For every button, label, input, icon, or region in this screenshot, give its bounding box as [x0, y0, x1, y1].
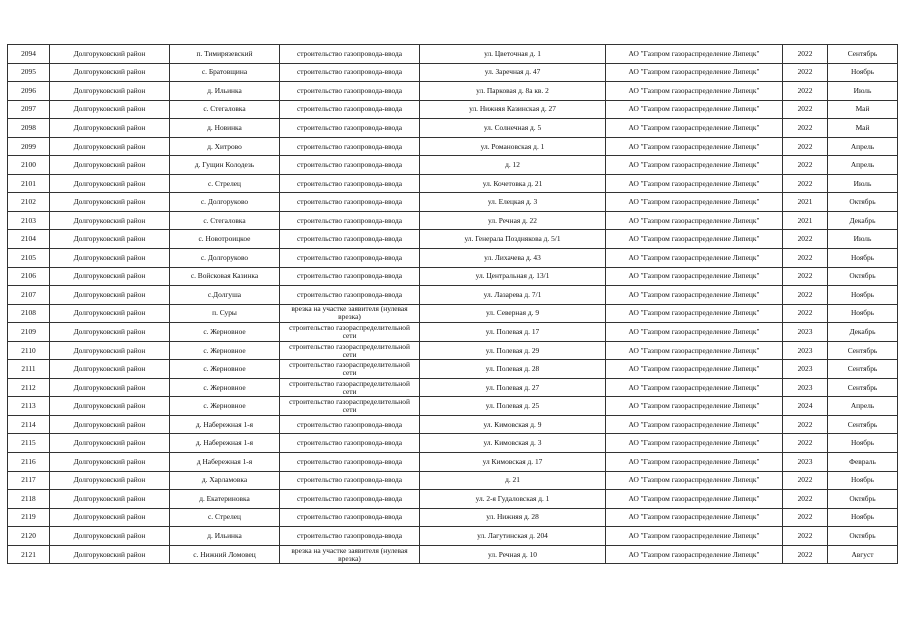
organization-cell: АО "Газпром газораспределение Липецк" [606, 378, 783, 397]
work-type-cell: строительство газопровода-ввода [280, 82, 420, 101]
district-cell: Долгоруковский район [50, 267, 170, 286]
district-cell: Долгоруковский район [50, 341, 170, 360]
settlement-cell: с. Долгоруково [170, 193, 280, 212]
table-row [8, 119, 898, 138]
address-cell: д. 12 [420, 156, 606, 175]
work-type-cell: строительство газопровода-ввода [280, 45, 420, 64]
row-number-cell: 2096 [8, 82, 50, 101]
settlement-cell: с.Долгуша [170, 286, 280, 305]
month-cell: Ноябрь [828, 286, 898, 305]
address-cell: ул. Парковая д. 8а кв. 2 [420, 82, 606, 101]
settlement-cell: д. Хитрово [170, 137, 280, 156]
month-cell: Август [828, 545, 898, 564]
organization-cell: АО "Газпром газораспределение Липецк" [606, 527, 783, 546]
district-cell: Долгоруковский район [50, 82, 170, 101]
settlement-cell: д. Харламовка [170, 471, 280, 490]
address-cell: ул Кимовская д. 17 [420, 453, 606, 472]
table-row [8, 137, 898, 156]
work-type-cell: строительство газопровода-ввода [280, 249, 420, 268]
district-cell: Долгоруковский район [50, 415, 170, 434]
address-cell: ул. Солнечная д. 5 [420, 119, 606, 138]
year-cell: 2022 [783, 471, 828, 490]
row-number-cell: 2110 [8, 341, 50, 360]
work-type-cell: врезка на участке заявителя (нулевая врезка) [280, 545, 420, 564]
month-cell: Февраль [828, 453, 898, 472]
district-cell: Долгоруковский район [50, 360, 170, 379]
work-type-cell: строительство газопровода-ввода [280, 211, 420, 230]
row-number-cell: 2119 [8, 508, 50, 527]
settlement-cell: с. Стрелец [170, 174, 280, 193]
address-cell: ул. Лазарева д. 7/1 [420, 286, 606, 305]
settlement-cell: д. Ильинка [170, 82, 280, 101]
settlement-cell: д. Новинка [170, 119, 280, 138]
district-cell: Долгоруковский район [50, 323, 170, 342]
year-cell: 2021 [783, 193, 828, 212]
work-type-cell: строительство газопровода-ввода [280, 508, 420, 527]
table-row [8, 527, 898, 546]
settlement-cell: с. Жерновное [170, 378, 280, 397]
row-number-cell: 2095 [8, 63, 50, 82]
row-number-cell: 2108 [8, 304, 50, 323]
district-cell: Долгоруковский район [50, 249, 170, 268]
month-cell: Ноябрь [828, 508, 898, 527]
month-cell: Сентябрь [828, 378, 898, 397]
year-cell: 2022 [783, 490, 828, 509]
address-cell: ул. Лихачева д. 43 [420, 249, 606, 268]
address-cell: ул. Заречная д. 47 [420, 63, 606, 82]
year-cell: 2022 [783, 63, 828, 82]
organization-cell: АО "Газпром газораспределение Липецк" [606, 323, 783, 342]
row-number-cell: 2099 [8, 137, 50, 156]
month-cell: Ноябрь [828, 304, 898, 323]
month-cell: Ноябрь [828, 434, 898, 453]
row-number-cell: 2115 [8, 434, 50, 453]
row-number-cell: 2112 [8, 378, 50, 397]
settlement-cell: д. Гущин Колодезь [170, 156, 280, 175]
work-type-cell: строительство газопровода-ввода [280, 267, 420, 286]
year-cell: 2022 [783, 82, 828, 101]
work-type-cell: строительство газопровода-ввода [280, 286, 420, 305]
settlement-cell: с. Новотроицкое [170, 230, 280, 249]
year-cell: 2022 [783, 119, 828, 138]
work-type-cell: строительство газопровода-ввода [280, 156, 420, 175]
month-cell: Май [828, 119, 898, 138]
district-cell: Долгоруковский район [50, 527, 170, 546]
year-cell: 2023 [783, 323, 828, 342]
district-cell: Долгоруковский район [50, 397, 170, 416]
month-cell: Июль [828, 82, 898, 101]
month-cell: Апрель [828, 137, 898, 156]
row-number-cell: 2117 [8, 471, 50, 490]
organization-cell: АО "Газпром газораспределение Липецк" [606, 249, 783, 268]
address-cell: д. 21 [420, 471, 606, 490]
organization-cell: АО "Газпром газораспределение Липецк" [606, 397, 783, 416]
organization-cell: АО "Газпром газораспределение Липецк" [606, 286, 783, 305]
row-number-cell: 2101 [8, 174, 50, 193]
year-cell: 2021 [783, 211, 828, 230]
month-cell: Апрель [828, 156, 898, 175]
district-cell: Долгоруковский район [50, 193, 170, 212]
row-number-cell: 2098 [8, 119, 50, 138]
organization-cell: АО "Газпром газораспределение Липецк" [606, 63, 783, 82]
organization-cell: АО "Газпром газораспределение Липецк" [606, 100, 783, 119]
district-cell: Долгоруковский район [50, 453, 170, 472]
district-cell: Долгоруковский район [50, 490, 170, 509]
address-cell: ул. Нижняя Казинская д. 27 [420, 100, 606, 119]
table-row [8, 193, 898, 212]
work-type-cell: строительство газопровода-ввода [280, 527, 420, 546]
month-cell: Июль [828, 230, 898, 249]
address-cell: ул. Кимовская д. 9 [420, 415, 606, 434]
district-cell: Долгоруковский район [50, 545, 170, 564]
settlement-cell: д. Набережная 1-я [170, 415, 280, 434]
district-cell: Долгоруковский район [50, 434, 170, 453]
address-cell: ул. Центральная д. 13/1 [420, 267, 606, 286]
address-cell: ул. Кочетовка д. 21 [420, 174, 606, 193]
settlement-cell: д Набережная 1-я [170, 453, 280, 472]
district-cell: Долгоруковский район [50, 45, 170, 64]
organization-cell: АО "Газпром газораспределение Липецк" [606, 471, 783, 490]
year-cell: 2022 [783, 304, 828, 323]
work-type-cell: строительство газопровода-ввода [280, 174, 420, 193]
work-type-cell: строительство газораспределительной сети [280, 360, 420, 379]
month-cell: Ноябрь [828, 471, 898, 490]
year-cell: 2022 [783, 45, 828, 64]
work-type-cell: строительство газопровода-ввода [280, 63, 420, 82]
organization-cell: АО "Газпром газораспределение Липецк" [606, 360, 783, 379]
work-type-cell: строительство газораспределительной сети [280, 397, 420, 416]
table-row [8, 211, 898, 230]
year-cell: 2022 [783, 156, 828, 175]
table-row [8, 397, 898, 416]
settlement-cell: с. Братовщина [170, 63, 280, 82]
table-row [8, 490, 898, 509]
year-cell: 2022 [783, 527, 828, 546]
document-sheet [7, 44, 898, 564]
month-cell: Ноябрь [828, 249, 898, 268]
table-row [8, 100, 898, 119]
table-body [8, 45, 898, 564]
work-type-cell: строительство газопровода-ввода [280, 119, 420, 138]
work-type-cell: строительство газопровода-ввода [280, 100, 420, 119]
row-number-cell: 2094 [8, 45, 50, 64]
settlement-cell: с. Войсковая Казинка [170, 267, 280, 286]
settlement-cell: с. Жерновное [170, 323, 280, 342]
organization-cell: АО "Газпром газораспределение Липецк" [606, 82, 783, 101]
year-cell: 2022 [783, 415, 828, 434]
settlement-cell: с. Нижний Ломовец [170, 545, 280, 564]
work-type-cell: строительство газопровода-ввода [280, 453, 420, 472]
table-row [8, 45, 898, 64]
year-cell: 2022 [783, 545, 828, 564]
district-cell: Долгоруковский район [50, 230, 170, 249]
organization-cell: АО "Газпром газораспределение Липецк" [606, 341, 783, 360]
month-cell: Ноябрь [828, 63, 898, 82]
row-number-cell: 2116 [8, 453, 50, 472]
gasification-table [7, 44, 898, 564]
month-cell: Декабрь [828, 323, 898, 342]
organization-cell: АО "Газпром газораспределение Липецк" [606, 490, 783, 509]
address-cell: ул. Речная д. 10 [420, 545, 606, 564]
settlement-cell: п. Суры [170, 304, 280, 323]
table-row [8, 174, 898, 193]
work-type-cell: строительство газораспределительной сети [280, 378, 420, 397]
settlement-cell: с. Жерновное [170, 341, 280, 360]
district-cell: Долгоруковский район [50, 63, 170, 82]
settlement-cell: с. Долгоруково [170, 249, 280, 268]
district-cell: Долгоруковский район [50, 286, 170, 305]
organization-cell: АО "Газпром газораспределение Липецк" [606, 211, 783, 230]
district-cell: Долгоруковский район [50, 156, 170, 175]
organization-cell: АО "Газпром газораспределение Липецк" [606, 137, 783, 156]
district-cell: Долгоруковский район [50, 508, 170, 527]
address-cell: ул. Кимовская д. 3 [420, 434, 606, 453]
address-cell: ул. Полевая д. 28 [420, 360, 606, 379]
work-type-cell: строительство газопровода-ввода [280, 434, 420, 453]
month-cell: Октябрь [828, 193, 898, 212]
year-cell: 2023 [783, 360, 828, 379]
address-cell: ул. Романовская д. 1 [420, 137, 606, 156]
address-cell: ул. Полевая д. 17 [420, 323, 606, 342]
address-cell: ул. Северная д. 9 [420, 304, 606, 323]
work-type-cell: строительство газораспределительной сети [280, 341, 420, 360]
table-row [8, 471, 898, 490]
address-cell: ул. Полевая д. 25 [420, 397, 606, 416]
table-row [8, 508, 898, 527]
table-row [8, 82, 898, 101]
row-number-cell: 2104 [8, 230, 50, 249]
table-row [8, 453, 898, 472]
year-cell: 2022 [783, 249, 828, 268]
year-cell: 2022 [783, 508, 828, 527]
table-row [8, 63, 898, 82]
table-row [8, 341, 898, 360]
row-number-cell: 2102 [8, 193, 50, 212]
month-cell: Июль [828, 174, 898, 193]
row-number-cell: 2107 [8, 286, 50, 305]
organization-cell: АО "Газпром газораспределение Липецк" [606, 174, 783, 193]
organization-cell: АО "Газпром газораспределение Липецк" [606, 545, 783, 564]
table-row [8, 156, 898, 175]
organization-cell: АО "Газпром газораспределение Липецк" [606, 156, 783, 175]
row-number-cell: 2118 [8, 490, 50, 509]
organization-cell: АО "Газпром газораспределение Липецк" [606, 304, 783, 323]
table-row [8, 545, 898, 564]
address-cell: ул. Полевая д. 29 [420, 341, 606, 360]
organization-cell: АО "Газпром газораспределение Липецк" [606, 434, 783, 453]
row-number-cell: 2114 [8, 415, 50, 434]
year-cell: 2022 [783, 267, 828, 286]
settlement-cell: с. Жерновное [170, 360, 280, 379]
organization-cell: АО "Газпром газораспределение Липецк" [606, 45, 783, 64]
settlement-cell: с. Стегаловка [170, 100, 280, 119]
row-number-cell: 2120 [8, 527, 50, 546]
settlement-cell: с. Стегаловка [170, 211, 280, 230]
row-number-cell: 2103 [8, 211, 50, 230]
address-cell: ул. Елецкая д. 3 [420, 193, 606, 212]
year-cell: 2022 [783, 137, 828, 156]
month-cell: Октябрь [828, 527, 898, 546]
year-cell: 2022 [783, 100, 828, 119]
organization-cell: АО "Газпром газораспределение Липецк" [606, 193, 783, 212]
table-row [8, 378, 898, 397]
organization-cell: АО "Газпром газораспределение Липецк" [606, 119, 783, 138]
month-cell: Декабрь [828, 211, 898, 230]
row-number-cell: 2105 [8, 249, 50, 268]
year-cell: 2023 [783, 453, 828, 472]
work-type-cell: строительство газопровода-ввода [280, 230, 420, 249]
row-number-cell: 2113 [8, 397, 50, 416]
work-type-cell: строительство газопровода-ввода [280, 193, 420, 212]
month-cell: Сентябрь [828, 45, 898, 64]
organization-cell: АО "Газпром газораспределение Липецк" [606, 415, 783, 434]
table-row [8, 304, 898, 323]
table-row [8, 249, 898, 268]
settlement-cell: д. Набережная 1-я [170, 434, 280, 453]
organization-cell: АО "Газпром газораспределение Липецк" [606, 453, 783, 472]
settlement-cell: п. Тимирязевский [170, 45, 280, 64]
address-cell: ул. 2-я Гудаловская д. 1 [420, 490, 606, 509]
month-cell: Май [828, 100, 898, 119]
work-type-cell: строительство газораспределительной сети [280, 323, 420, 342]
district-cell: Долгоруковский район [50, 137, 170, 156]
organization-cell: АО "Газпром газораспределение Липецк" [606, 508, 783, 527]
organization-cell: АО "Газпром газораспределение Липецк" [606, 267, 783, 286]
row-number-cell: 2097 [8, 100, 50, 119]
district-cell: Долгоруковский район [50, 174, 170, 193]
month-cell: Сентябрь [828, 415, 898, 434]
table-row [8, 434, 898, 453]
settlement-cell: д. Ильинка [170, 527, 280, 546]
district-cell: Долгоруковский район [50, 471, 170, 490]
month-cell: Сентябрь [828, 341, 898, 360]
table-row [8, 360, 898, 379]
district-cell: Долгоруковский район [50, 211, 170, 230]
row-number-cell: 2109 [8, 323, 50, 342]
settlement-cell: с. Жерновное [170, 397, 280, 416]
table-row [8, 286, 898, 305]
district-cell: Долгоруковский район [50, 378, 170, 397]
organization-cell: АО "Газпром газораспределение Липецк" [606, 230, 783, 249]
table-row [8, 323, 898, 342]
address-cell: ул. Цветочная д. 1 [420, 45, 606, 64]
settlement-cell: с. Стрелец [170, 508, 280, 527]
table-row [8, 415, 898, 434]
month-cell: Апрель [828, 397, 898, 416]
table-row [8, 230, 898, 249]
year-cell: 2022 [783, 230, 828, 249]
table-row [8, 267, 898, 286]
month-cell: Октябрь [828, 490, 898, 509]
month-cell: Сентябрь [828, 360, 898, 379]
address-cell: ул. Генерала Позднякова д. 5/1 [420, 230, 606, 249]
address-cell: ул. Речная д. 22 [420, 211, 606, 230]
work-type-cell: строительство газопровода-ввода [280, 415, 420, 434]
address-cell: ул. Лагутинская д. 204 [420, 527, 606, 546]
row-number-cell: 2121 [8, 545, 50, 564]
district-cell: Долгоруковский район [50, 119, 170, 138]
year-cell: 2022 [783, 286, 828, 305]
address-cell: ул. Нижняя д. 28 [420, 508, 606, 527]
year-cell: 2023 [783, 341, 828, 360]
work-type-cell: врезка на участке заявителя (нулевая врезка) [280, 304, 420, 323]
year-cell: 2022 [783, 434, 828, 453]
year-cell: 2022 [783, 174, 828, 193]
address-cell: ул. Полевая д. 27 [420, 378, 606, 397]
year-cell: 2023 [783, 378, 828, 397]
work-type-cell: строительство газопровода-ввода [280, 471, 420, 490]
month-cell: Октябрь [828, 267, 898, 286]
year-cell: 2024 [783, 397, 828, 416]
row-number-cell: 2100 [8, 156, 50, 175]
work-type-cell: строительство газопровода-ввода [280, 137, 420, 156]
work-type-cell: строительство газопровода-ввода [280, 490, 420, 509]
district-cell: Долгоруковский район [50, 304, 170, 323]
settlement-cell: д. Екатериновка [170, 490, 280, 509]
row-number-cell: 2111 [8, 360, 50, 379]
district-cell: Долгоруковский район [50, 100, 170, 119]
row-number-cell: 2106 [8, 267, 50, 286]
